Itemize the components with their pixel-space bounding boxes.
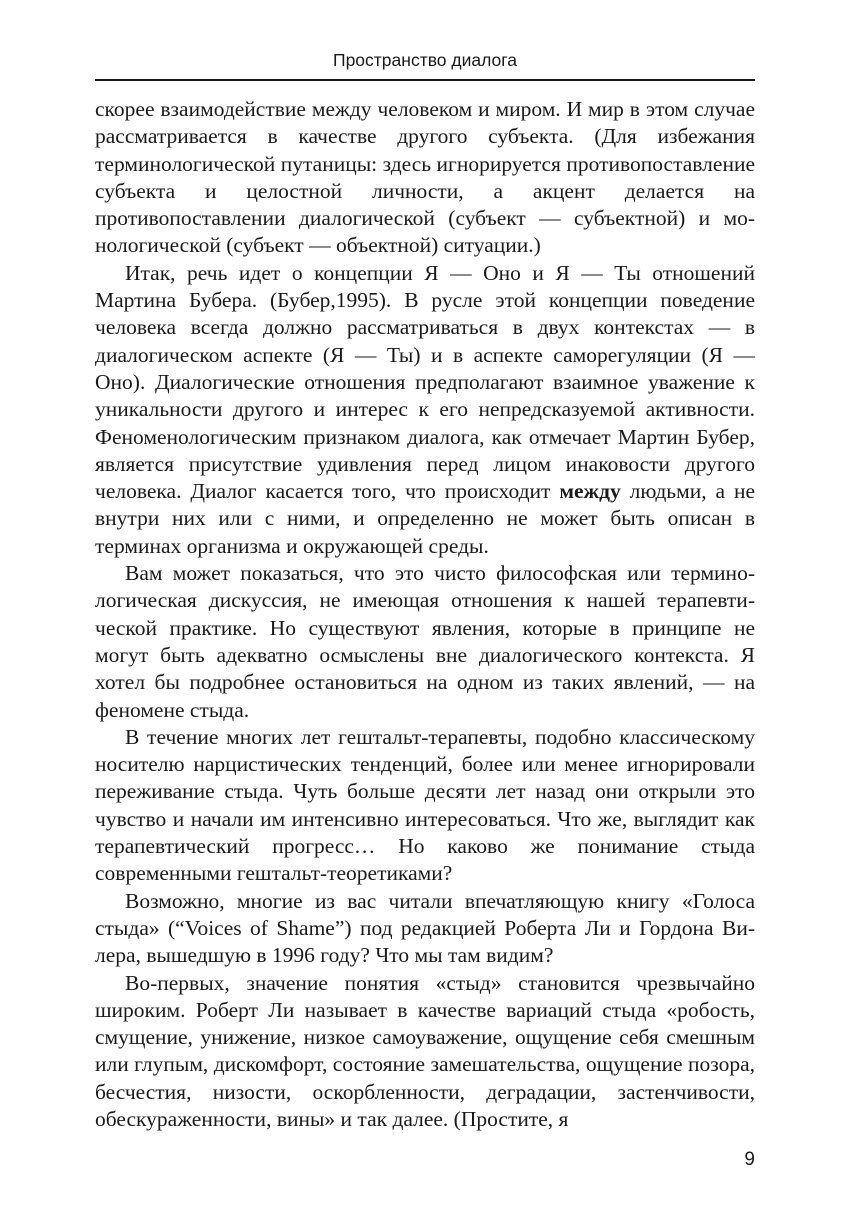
page-body bbox=[95, 96, 755, 1133]
paragraph-2 bbox=[95, 260, 755, 560]
paragraph-6: Во-первых, значение понятия «стыд» становится чрезвычайно широким. Роберт Ли называет в качестве вариаций стыда «робость, смущение, унижение, низкое самоуважение, ощущение себя смешным или глупым, дискомфорт, состояние замешательства, ощущение позора, бесчестия, низости, оскорбленности, деградации, застенчивости, обескураженности, вины» и так далее. (Простите, я bbox=[95, 970, 755, 1131]
header-rule bbox=[95, 79, 755, 81]
paragraph-2-text-end: людьми, а не внутри них или с ними, и определенно не может быть описан в терминах организма и окружающей среды. bbox=[95, 479, 755, 558]
paragraph-5: Возможно, многие из вас читали впечатляющую книгу «Голоса стыда» (“Voices of Shame”) под редакцией Роберта Ли и Гордона Вилера, вышедшую в 1996 году? Что мы там видим? bbox=[95, 888, 755, 968]
paragraph-4: В течение многих лет гештальт-терапевты, подобно классическому носителю нарцистических тенденций, более или менее игнорировали переживание стыда. Чуть больше десяти лет назад они открыли это чувство и начали им интенсивно интересоваться. Что же, выглядит как терапевтический прогресс… Но каково же понимание стыда современными гештальт-теоретиками? bbox=[95, 724, 755, 886]
page-number: 9 bbox=[744, 1149, 755, 1170]
paragraph-1: скорее взаимодействие между человеком и миром. И мир в этом случае рассматривается в качестве другого субъекта. (Для избежания терминологической путаницы: здесь игнорируется противопоставление субъекта и целостной личности, а акцент делается на противопоставлении диалогической (субъект — субъектной) и монологической (субъект — объектной) ситуации.) bbox=[95, 97, 755, 258]
emphasis-between: между bbox=[559, 479, 621, 504]
paragraph-2-text-start: Итак, речь идет о концепции Я — Оно и Я — Ты отношений Мартина Бубера. (Бубер,1995). В русле этой концепции поведение человека всегда должно рассматриваться в двух контекстах — в диалогическом аспекте (Я — Ты) и в аспекте саморегуляции (Я — Оно). Диалогические отношения предполагают взаимное уважение к уникальности другого и интерес к его непредсказуемой активности. Феноменологическим признаком диалога, как отмечает Мартин Бубер, является присутствие удивления перед лицом инаковости другого человека. Диалог касается того, что происходит bbox=[95, 260, 755, 504]
running-head: Пространство диалога bbox=[333, 50, 517, 70]
paragraph-3: Вам может показаться, что это чисто философская или терминологическая дискуссия, не имеющая отношения к нашей терапевтической практике. Но существуют явления, которые в принципе не могут быть адекватно осмыслены вне диалогического контекста. Я хотел бы подробнее остановиться на одном из таких явлений, — на феномене стыда. bbox=[95, 561, 755, 722]
